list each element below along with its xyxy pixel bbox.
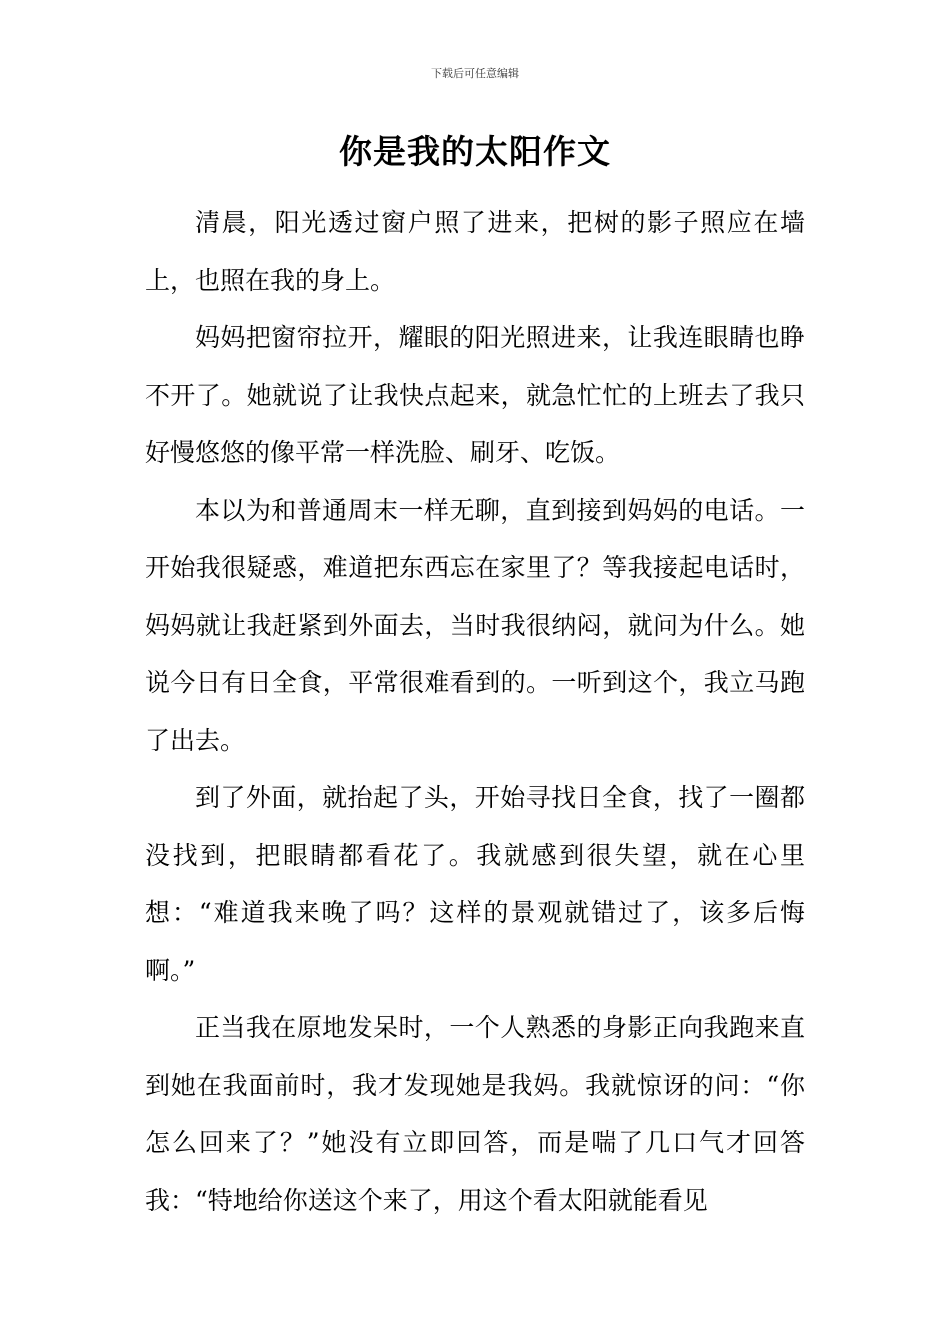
paragraph-5: 正当我在原地发呆时，一个人熟悉的身影正向我跑来直到她在我面前时，我才发现她是我妈。我就惊讶的问：“你怎么回来了？”她没有立即回答，而是喘了几口气才回答我：“特地给你送这个来了，用这个看太阳就能看见: [145, 1013, 805, 1215]
paragraph-3: 本以为和普通周末一样无聊，直到接到妈妈的电话。一开始我很疑惑，难道把东西忘在家里了？等我接起电话时，妈妈就让我赶紧到外面去，当时我很纳闷，就问为什么。她说今日有日全食，平常很难看到的。一听到这个，我立马跑了出去。: [145, 495, 805, 755]
page-title: 你是我的太阳作文: [339, 132, 611, 171]
header-note: 下载后可任意编辑: [431, 67, 519, 80]
paragraph-2: 妈妈把窗帘拉开，耀眼的阳光照进来，让我连眼睛也睁不开了。她就说了让我快点起来，就急忙忙的上班去了我只好慢悠悠的像平常一样洗脸、刷牙、吃饭。: [145, 323, 805, 467]
paragraph-1: 清晨，阳光透过窗户照了进来，把树的影子照应在墙上，也照在我的身上。: [145, 208, 805, 295]
paragraph-4: 到了外面，就抬起了头，开始寻找日全食，找了一圈都没找到，把眼睛都看花了。我就感到很失望，就在心里想：“难道我来晚了吗？这样的景观就错过了，该多后悔啊。”: [145, 783, 805, 985]
essay-body: [145, 194, 805, 1229]
